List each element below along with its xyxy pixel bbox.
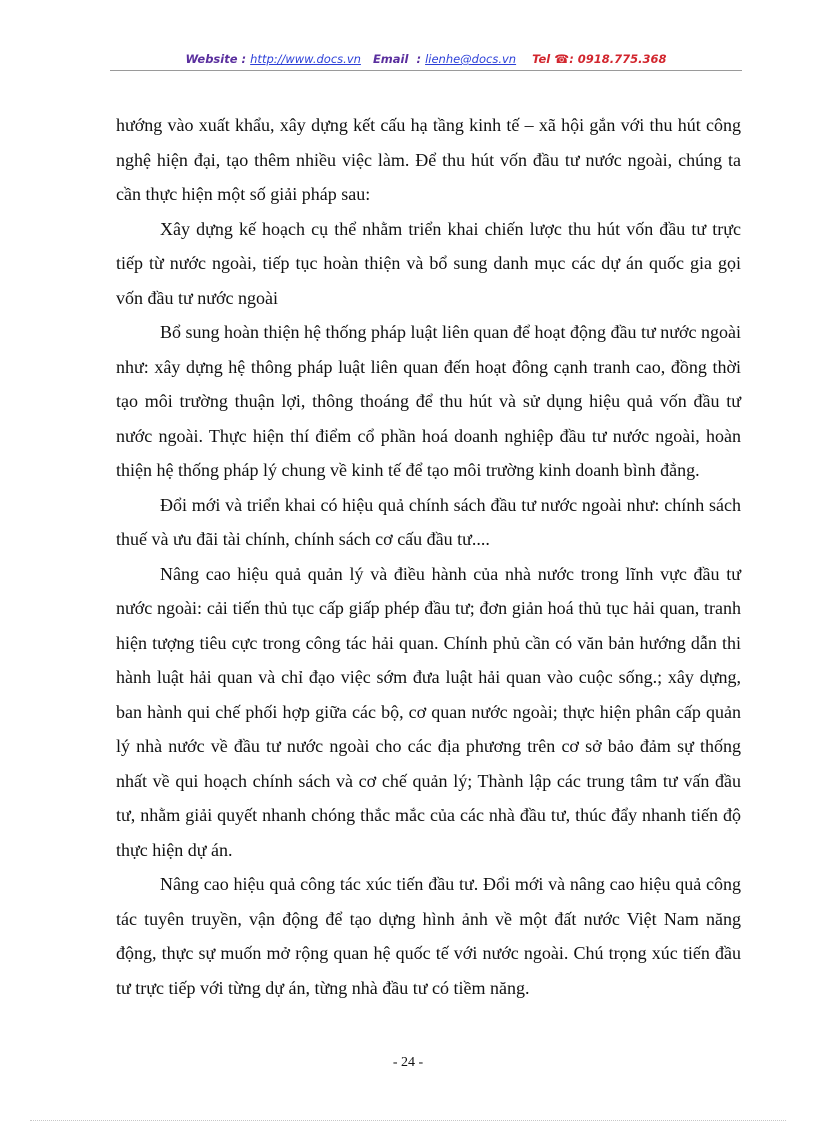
page-bottom-edge: [30, 1120, 786, 1121]
paragraph: Xây dựng kế hoạch cụ thể nhằm triển khai chiến lược thu hút vốn đầu tư trực tiếp từ nước ngoài, tiếp tục hoàn thiện và bổ sung danh mục các dự án quốc gia gọi vốn đầu tư nước ngoài: [116, 218, 741, 308]
paragraph: Bổ sung hoàn thiện hệ thống pháp luật liên quan để hoạt động đầu tư nước ngoài như: xây dựng hệ thông pháp luật liên quan đến hoạt đông cạnh tranh cao, đồng thời tạo môi trường thuận lợi, thông thoáng để thu hút và sử dụng hiệu quả vốn đầu tư nước ngoài. Thực hiện thí điểm cổ phần hoá doanh nghiệp đầu tư nước ngoài, hoàn thiện hệ thống pháp lý chung về kinh tế để tạo môi trường kinh doanh bình đẳng.: [116, 322, 741, 480]
header-divider: [110, 70, 742, 71]
website-link[interactable]: http://www.docs.vn: [250, 52, 361, 66]
page-number: - 24 -: [392, 1055, 424, 1070]
website-label: Website :: [185, 52, 247, 66]
paragraph: hướng vào xuất khẩu, xây dựng kết cấu hạ tầng kinh tế – xã hội gắn với thu hút công nghệ hiện đại, tạo thêm nhiều việc làm. Để thu hút vốn đầu tư nước ngoài, chúng ta cần thực hiện một số giải pháp sau:: [116, 115, 741, 204]
phone-icon: ☎: [554, 52, 570, 66]
paragraph: Đổi mới và triển khai có hiệu quả chính sách đầu tư nước ngoài như: chính sách thuế và ưu đãi tài chính, chính sách cơ cấu đầu tư....: [116, 494, 741, 549]
page-header: [110, 50, 742, 68]
email-link[interactable]: lienhe@docs.vn: [425, 52, 517, 66]
paragraph: Nâng cao hiệu quả công tác xúc tiến đầu tư. Đổi mới và nâng cao hiệu quả công tác tuyên truyền, vận động để tạo dựng hình ảnh về một đất nước Việt Nam năng động, thực sự muốn mở rộng quan hệ quốc tế với nước ngoài. Chú trọng xúc tiến đầu tư trực tiếp với từng dự án, từng nhà đầu tư có tiềm năng.: [116, 874, 741, 998]
tel-number: : 0918.775.368: [569, 52, 667, 66]
email-separator: :: [416, 52, 422, 66]
paragraph: Nâng cao hiệu quả quản lý và điều hành của nhà nước trong lĩnh vực đầu tư nước ngoài: cải tiến thủ tục cấp giấp phép đầu tư; đơn giản hoá thủ tục hải quan, tranh hiện tượng tiêu cực trong công tác hải quan. Chính phủ cần có văn bản hướng dẫn thi hành luật hải quan và chỉ đạo việc sớm đưa luật hải quan vào cuộc sống.; xây dựng, ban hành qui chế phối hợp giữa các bộ, cơ quan nước ngoài; thực hiện phân cấp quản lý nhà nước về đầu tư nước ngoài cho các địa phương trên cơ sở bảo đảm sự thống nhất về qui hoạch chính sách và cơ chế quản lý; Thành lập các trung tâm tư vấn đầu tư, nhằm giải quyết nhanh chóng thắc mắc của các nhà đầu tư, thúc đẩy nhanh tiến độ thực hiện dự án.: [116, 563, 741, 860]
tel-label: Tel: [532, 52, 551, 66]
email-label: Email: [372, 52, 409, 66]
document-body: [116, 108, 741, 1005]
